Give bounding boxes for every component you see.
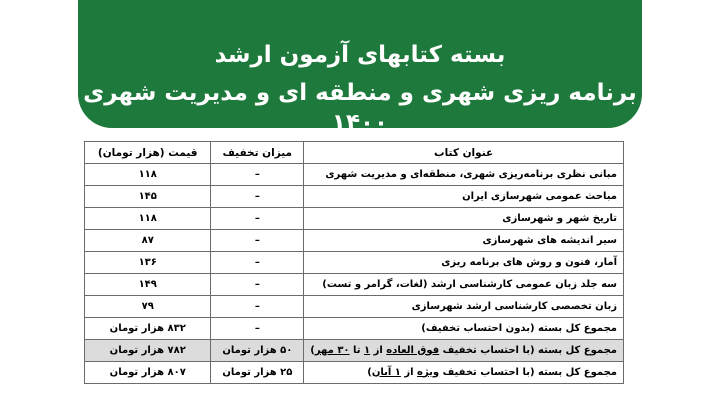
special-offer-row-2 bbox=[85, 362, 624, 384]
column-header-price: قیمت (هزار تومان) bbox=[85, 142, 211, 164]
book-price: ۱۳۶ bbox=[85, 252, 211, 274]
special-offer-1-to: تا bbox=[349, 344, 365, 356]
book-title: تاریخ شهر و شهرسازی bbox=[304, 208, 624, 230]
special-offer-1-suffix: ) bbox=[310, 344, 315, 356]
book-discount: – bbox=[211, 296, 304, 318]
book-title: مبانی نظری برنامه‌ریزی شهری، منطقه‌ای و مدیریت شهری bbox=[304, 164, 624, 186]
total-row bbox=[85, 318, 624, 340]
special-offer-1-price: ۷۸۲ هزار تومان bbox=[85, 340, 211, 362]
total-title: مجموع کل بسته (بدون احتساب تخفیف) bbox=[304, 318, 624, 340]
special-offer-2-suffix: ) bbox=[367, 366, 372, 378]
book-price-table bbox=[84, 141, 624, 384]
book-title: سیر اندیشه های شهرسازی bbox=[304, 230, 624, 252]
header-banner bbox=[78, 0, 642, 136]
special-offer-2-start: ۱ آبان bbox=[371, 366, 401, 378]
total-discount: – bbox=[211, 318, 304, 340]
total-price: ۸۳۲ هزار تومان bbox=[85, 318, 211, 340]
book-title: آمار، فنون و روش های برنامه ریزی bbox=[304, 252, 624, 274]
table-header-row bbox=[85, 142, 624, 164]
book-price: ۸۷ bbox=[85, 230, 211, 252]
book-price: ۷۹ bbox=[85, 296, 211, 318]
book-title: مباحث عمومی شهرسازی ایران bbox=[304, 186, 624, 208]
column-header-title: عنوان کتاب bbox=[304, 142, 624, 164]
column-header-discount: میزان تخفیف bbox=[211, 142, 304, 164]
special-offer-1-title bbox=[304, 340, 624, 362]
header-title-line1: بسته کتابهای آزمون ارشد bbox=[214, 42, 506, 68]
table-row bbox=[85, 230, 624, 252]
special-offer-2-type: ویژه bbox=[417, 366, 440, 378]
special-offer-row-1 bbox=[85, 340, 624, 362]
book-discount: – bbox=[211, 164, 304, 186]
header-title-line2: برنامه ریزی شهری و منطقه ای و مدیریت شهری ۱۴۰۰ bbox=[83, 80, 637, 136]
special-offer-1-discount: ۵۰ هزار تومان bbox=[211, 340, 304, 362]
book-price: ۱۴۵ bbox=[85, 186, 211, 208]
book-discount: – bbox=[211, 208, 304, 230]
special-offer-1-type: فوق العاده bbox=[386, 344, 440, 356]
book-title: سه جلد زبان عمومی کارشناسی ارشد (لغات، گرامر و تست) bbox=[304, 274, 624, 296]
special-offer-2-prefix: مجموع کل بسته (با احتساب تخفیف bbox=[439, 366, 617, 378]
table-row bbox=[85, 296, 624, 318]
book-discount: – bbox=[211, 230, 304, 252]
book-price: ۱۴۹ bbox=[85, 274, 211, 296]
book-price: ۱۱۸ bbox=[85, 208, 211, 230]
special-offer-2-discount: ۲۵ هزار تومان bbox=[211, 362, 304, 384]
book-discount: – bbox=[211, 252, 304, 274]
special-offer-2-title bbox=[304, 362, 624, 384]
special-offer-1-start: ۱ bbox=[364, 344, 371, 356]
table-row bbox=[85, 208, 624, 230]
book-price: ۱۱۸ bbox=[85, 164, 211, 186]
special-offer-2-price: ۸۰۷ هزار تومان bbox=[85, 362, 211, 384]
special-offer-1-end: ۳۰ مهر bbox=[314, 344, 350, 356]
book-discount: – bbox=[211, 274, 304, 296]
table-row bbox=[85, 274, 624, 296]
special-offer-1-prefix: مجموع کل بسته (با احتساب تخفیف bbox=[439, 344, 617, 356]
special-offer-1-from: از bbox=[370, 344, 387, 356]
table-row bbox=[85, 164, 624, 186]
book-discount: – bbox=[211, 186, 304, 208]
special-offer-2-from: از bbox=[400, 366, 418, 378]
table-row bbox=[85, 252, 624, 274]
book-title: زبان تخصصی کارشناسی ارشد شهرسازی bbox=[304, 296, 624, 318]
table-row bbox=[85, 186, 624, 208]
